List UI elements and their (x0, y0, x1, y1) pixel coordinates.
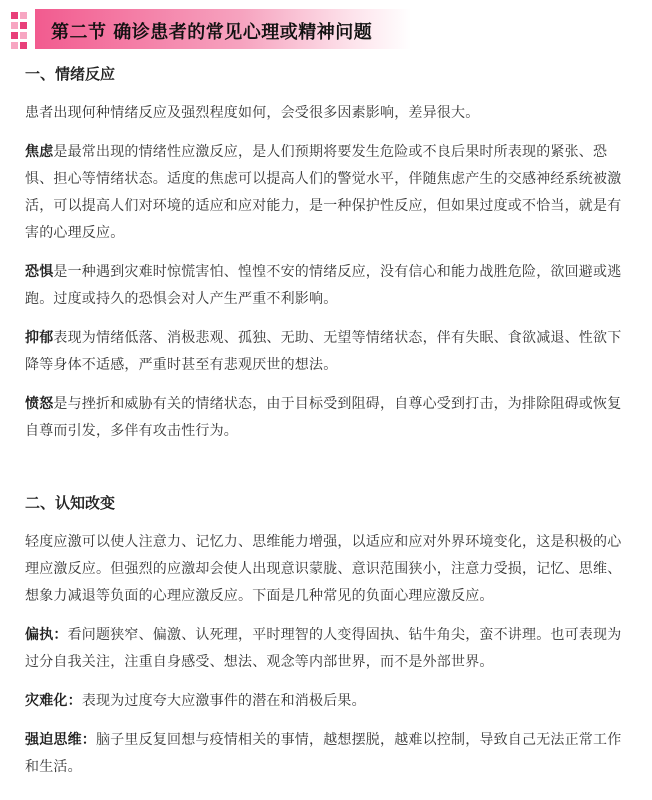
decorative-squares-icon (11, 9, 27, 49)
section-spacer (25, 457, 635, 491)
article-body (25, 62, 635, 793)
cognition-item-catastrophizing (25, 688, 635, 715)
cognition-item-paranoia (25, 622, 635, 676)
term-description: 表现为情绪低落、消极悲观、孤独、无助、无望等情绪状态，伴有失眠、食欲减退、性欲下降等身体不适感，严重时甚至有悲观厌世的想法。 (25, 330, 622, 373)
term-description: 看问题狭窄、偏激、认死理，平时理智的人变得固执、钻牛角尖，蛮不讲理。也可表现为过分自我关注，注重自身感受、想法、观念等内部世界，而不是外部世界。 (25, 627, 622, 670)
term-description: 表现为过度夸大应激事件的潜在和消极后果。 (81, 693, 366, 709)
term-label: 焦虑 (25, 144, 54, 160)
term-label: 抑郁 (25, 330, 54, 346)
emotion-item-fear (25, 259, 635, 313)
term-description: 是最常出现的情绪性应激反应，是人们预期将要发生危险或不良后果时所表现的紧张、恐惧、担心等情绪状态。适度的焦虑可以提高人们的警觉水平，伴随焦虑产生的交感神经系统被激活，可以提高人们对环境的适应和应对能力，是一种保护性反应，但如果过度或不恰当，就是有害的心理反应。 (25, 144, 622, 241)
term-description: 是与挫折和威胁有关的情绪状态，由于目标受到阻碍，自尊心受到打击，为排除阻碍或恢复自尊而引发，多伴有攻击性行为。 (25, 396, 622, 439)
emotion-item-anger (25, 391, 635, 445)
section-heading-cognition: 二、认知改变 (25, 494, 116, 512)
term-description: 脑子里反复回想与疫情相关的事情，越想摆脱，越难以控制，导致自己无法正常工作和生活。 (25, 732, 622, 775)
section-intro-emotion: 患者出现何种情绪反应及强烈程度如何，会受很多因素影响，差异很大。 (25, 105, 480, 121)
term-label: 强迫思维： (25, 732, 96, 748)
term-label: 偏执： (25, 627, 68, 643)
term-label: 愤怒 (25, 396, 54, 412)
section-heading-emotion: 一、情绪反应 (25, 65, 116, 83)
emotion-item-anxiety (25, 139, 635, 247)
section-title-banner (11, 9, 411, 49)
term-description: 是一种遇到灾难时惊慌害怕、惶惶不安的情绪反应，没有信心和能力战胜危险，欲回避或逃跑。过度或持久的恐惧会对人产生严重不利影响。 (25, 264, 622, 307)
emotion-item-depression (25, 325, 635, 379)
section-intro-cognition: 轻度应激可以使人注意力、记忆力、思维能力增强，以适应和应对外界环境变化，这是积极的心理应激反应。但强烈的应激却会使人出现意识蒙胧、意识范围狭小，注意力受损，记忆、思维、想象力减退等负面的心理应激反应。下面是几种常见的负面心理应激反应。 (25, 534, 622, 604)
term-label: 恐惧 (25, 264, 54, 280)
cognition-item-obsessive-thoughts (25, 727, 635, 781)
term-label: 灾难化： (25, 693, 82, 709)
page-title: 第二节 确诊患者的常见心理或精神问题 (51, 22, 373, 43)
